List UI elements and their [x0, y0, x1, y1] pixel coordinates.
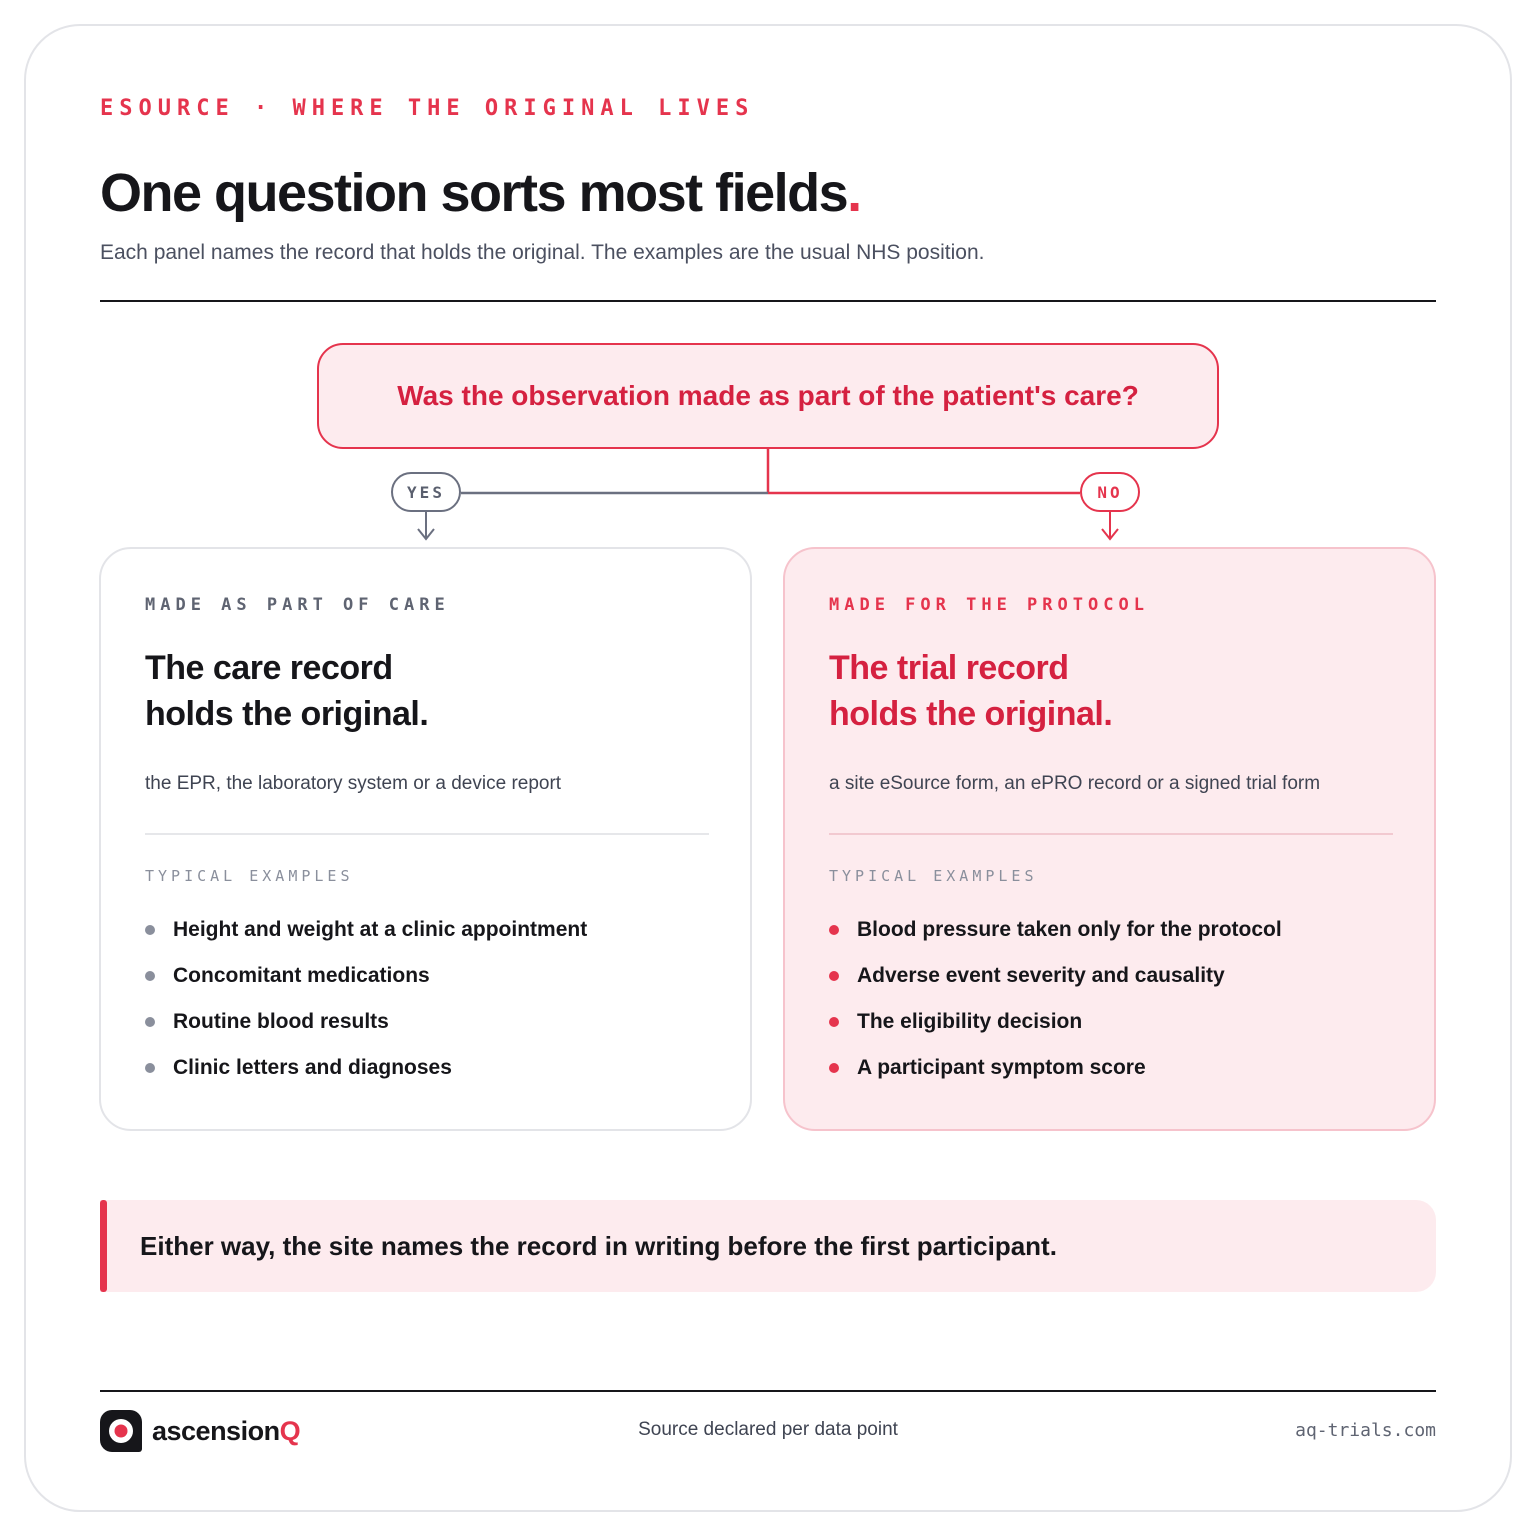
footer-divider — [100, 1390, 1436, 1392]
no-label: NO — [1080, 472, 1140, 512]
list-item — [145, 1045, 587, 1091]
bullet-icon — [145, 971, 155, 981]
bullet-icon — [145, 1063, 155, 1073]
list-item — [145, 999, 587, 1045]
care-panel-heading — [145, 645, 705, 737]
footer-tagline: Source declared per data point — [638, 1419, 898, 1440]
header-divider — [100, 300, 1436, 302]
yes-label: YES — [391, 472, 461, 512]
list-item-text: Adverse event severity and causality — [857, 964, 1225, 987]
care-examples-list — [145, 907, 587, 1091]
list-item — [145, 907, 587, 953]
protocol-examples-list — [829, 907, 1282, 1091]
list-item — [829, 1045, 1282, 1091]
list-item — [829, 907, 1282, 953]
bullet-icon — [145, 1017, 155, 1027]
care-heading-line2: holds the original. — [145, 695, 429, 733]
bullet-icon — [829, 971, 839, 981]
list-item — [829, 953, 1282, 999]
decision-question: Was the observation made as part of the patient's care? — [317, 343, 1219, 449]
care-panel-divider — [145, 833, 709, 835]
bullet-icon — [829, 1017, 839, 1027]
brand-name-accent: Q — [279, 1415, 301, 1446]
care-panel-description: the EPR, the laboratory system or a device report — [145, 773, 562, 794]
callout-text: Either way, the site names the record in writing before the first participant. — [140, 1230, 1057, 1261]
list-item-text: Concomitant medications — [173, 964, 430, 987]
brand-name-text: ascension — [152, 1415, 280, 1446]
care-panel-kicker: MADE AS PART OF CARE — [145, 595, 450, 615]
page-title-text: One question sorts most fields — [100, 163, 848, 223]
title-dot: . — [847, 163, 861, 223]
page-title — [100, 162, 861, 224]
list-item-text: Clinic letters and diagnoses — [173, 1056, 452, 1079]
list-item-text: Blood pressure taken only for the protocol — [857, 918, 1282, 941]
list-item — [145, 953, 587, 999]
care-panel — [99, 547, 752, 1131]
list-item-text: The eligibility decision — [857, 1010, 1083, 1033]
protocol-heading-line2: holds the original. — [829, 695, 1113, 733]
callout-accent-bar — [100, 1200, 107, 1292]
list-item-text: Height and weight at a clinic appointment — [173, 918, 588, 941]
protocol-panel-kicker: MADE FOR THE PROTOCOL — [829, 595, 1149, 615]
protocol-heading-line1: The trial record — [829, 649, 1069, 687]
care-examples-label: TYPICAL EXAMPLES — [145, 867, 354, 885]
protocol-panel — [783, 547, 1436, 1131]
list-item-text: A participant symptom score — [857, 1056, 1146, 1079]
bullet-icon — [829, 925, 839, 935]
brand-name — [152, 1416, 300, 1447]
protocol-panel-description: a site eSource form, an ePRO record or a signed trial form — [829, 773, 1321, 794]
bullet-icon — [829, 1063, 839, 1073]
eyebrow: ESOURCE · WHERE THE ORIGINAL LIVES — [100, 96, 755, 121]
brand — [100, 1410, 300, 1452]
page-subtitle: Each panel names the record that holds the original. The examples are the usual NHS position. — [100, 241, 985, 264]
list-item — [829, 999, 1282, 1045]
protocol-panel-divider — [829, 833, 1393, 835]
ascensionq-logo-icon — [100, 1410, 142, 1452]
callout — [100, 1200, 1436, 1292]
bullet-icon — [145, 925, 155, 935]
list-item-text: Routine blood results — [173, 1010, 389, 1033]
footer-url[interactable]: aq-trials.com — [1295, 1420, 1436, 1441]
care-heading-line1: The care record — [145, 649, 393, 687]
protocol-examples-label: TYPICAL EXAMPLES — [829, 867, 1038, 885]
protocol-panel-heading — [829, 645, 1389, 737]
